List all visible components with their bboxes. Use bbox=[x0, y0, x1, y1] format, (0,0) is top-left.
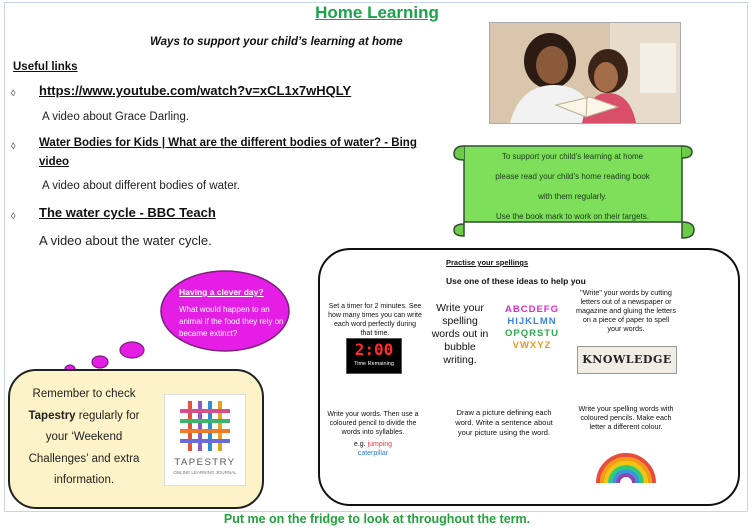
scroll-line: Use the book mark to work on their targets. bbox=[496, 212, 649, 221]
tapestry-logo-name: TAPESTRY bbox=[174, 457, 236, 468]
rainbow-idea-text: Write your spelling words with coloured pencils. Make each letter a different colour. bbox=[578, 404, 674, 431]
link-desc-grace-darling: A video about Grace Darling. bbox=[42, 111, 190, 123]
bubble-letters-row: ABCDEFG bbox=[505, 304, 559, 315]
bubble-letters-row: OPQRSTU bbox=[505, 328, 559, 339]
reading-photo bbox=[489, 22, 681, 124]
newspaper-word-icon: KNOWLEDGE bbox=[577, 346, 677, 374]
link-water-bodies[interactable]: Water Bodies for Kids | What are the different bodies of water? - Bing bbox=[39, 137, 417, 149]
link-grace-darling[interactable]: https://www.youtube.com/watch?v=xCL1x7wHQLY bbox=[39, 83, 352, 98]
useful-links-heading: Useful links bbox=[13, 61, 78, 73]
tapestry-reminder-text bbox=[20, 384, 148, 492]
bubble-letters-row: VWXYZ bbox=[512, 340, 552, 351]
syllables-word1: jumping bbox=[367, 441, 393, 448]
link-desc-water-bodies: A video about different bodies of water. bbox=[42, 180, 240, 192]
bullet-icon: ◊ bbox=[11, 88, 16, 98]
newspaper-idea-text: "Write" your words by cutting letters out of a newspaper or magazine and gluing the letters on a piece of paper to spell your words. bbox=[576, 288, 676, 333]
tapestry-line: information. bbox=[53, 474, 115, 486]
link-water-bodies-line2[interactable]: video bbox=[39, 156, 70, 168]
tapestry-logo bbox=[164, 394, 246, 486]
syllables-word2: caterpillar bbox=[357, 450, 389, 457]
link-desc-water-cycle: A video about the water cycle. bbox=[39, 233, 212, 248]
bubble-letters-row: HIJKLMN bbox=[507, 316, 557, 327]
timer-display: 2:00 bbox=[354, 340, 394, 359]
link-water-cycle[interactable]: The water cycle - BBC Teach bbox=[39, 205, 216, 220]
scroll-text bbox=[465, 147, 680, 227]
picture-idea-text: Draw a picture defining each word. Write a sentence about your picture using the word. bbox=[455, 408, 553, 437]
scroll-line: To support your child’s learning at home bbox=[501, 152, 644, 161]
bullet-icon: ◊ bbox=[11, 141, 16, 151]
bubble-idea-text: Write your spelling words out in bubble writing. bbox=[431, 302, 489, 366]
scroll-line: with them regularly. bbox=[538, 192, 607, 201]
thought-bubble-heading: Having a clever day? bbox=[179, 287, 264, 297]
syllables-example bbox=[324, 440, 422, 458]
bullet-icon: ◊ bbox=[11, 211, 16, 221]
syllables-idea-text: Write your words. Then use a coloured pencil to divide the words into syllables. bbox=[327, 411, 419, 436]
spellings-heading: Practise your spellings bbox=[446, 258, 529, 267]
tapestry-weave-icon bbox=[178, 399, 232, 453]
scroll-line: please read your child’s home reading book bbox=[495, 172, 650, 181]
tapestry-line: Remember to check bbox=[32, 388, 136, 400]
thought-bubble-text bbox=[179, 286, 289, 340]
page-subtitle: Ways to support your child’s learning at home bbox=[150, 36, 403, 48]
timer-label: Time Remaining bbox=[354, 361, 394, 367]
tapestry-bold-word: Tapestry bbox=[28, 409, 76, 422]
page-title: Home Learning bbox=[315, 3, 439, 22]
timer-icon bbox=[346, 338, 402, 374]
rainbow-icon bbox=[594, 451, 658, 485]
tapestry-line: your ‘Weekend bbox=[45, 431, 123, 443]
footer-text: Put me on the fridge to look at throughout the term. bbox=[223, 512, 531, 526]
timer-idea-text: Set a timer for 2 minutes. See how many times you can write each word perfectly during that time. bbox=[328, 303, 422, 337]
spellings-subheading: Use one of these ideas to help you bbox=[446, 276, 586, 286]
tapestry-line: regularly for bbox=[78, 409, 140, 422]
tapestry-logo-sub: ONLINE LEARNING JOURNAL bbox=[173, 470, 237, 475]
bubble-letters bbox=[498, 304, 566, 352]
thought-bubble-body: What would happen to an animal if the food they rely on became extinct? bbox=[179, 305, 284, 338]
tapestry-line: Challenges’ and extra bbox=[28, 452, 140, 465]
spellings-box bbox=[318, 248, 740, 506]
syllables-eg: e.g. bbox=[353, 441, 366, 448]
